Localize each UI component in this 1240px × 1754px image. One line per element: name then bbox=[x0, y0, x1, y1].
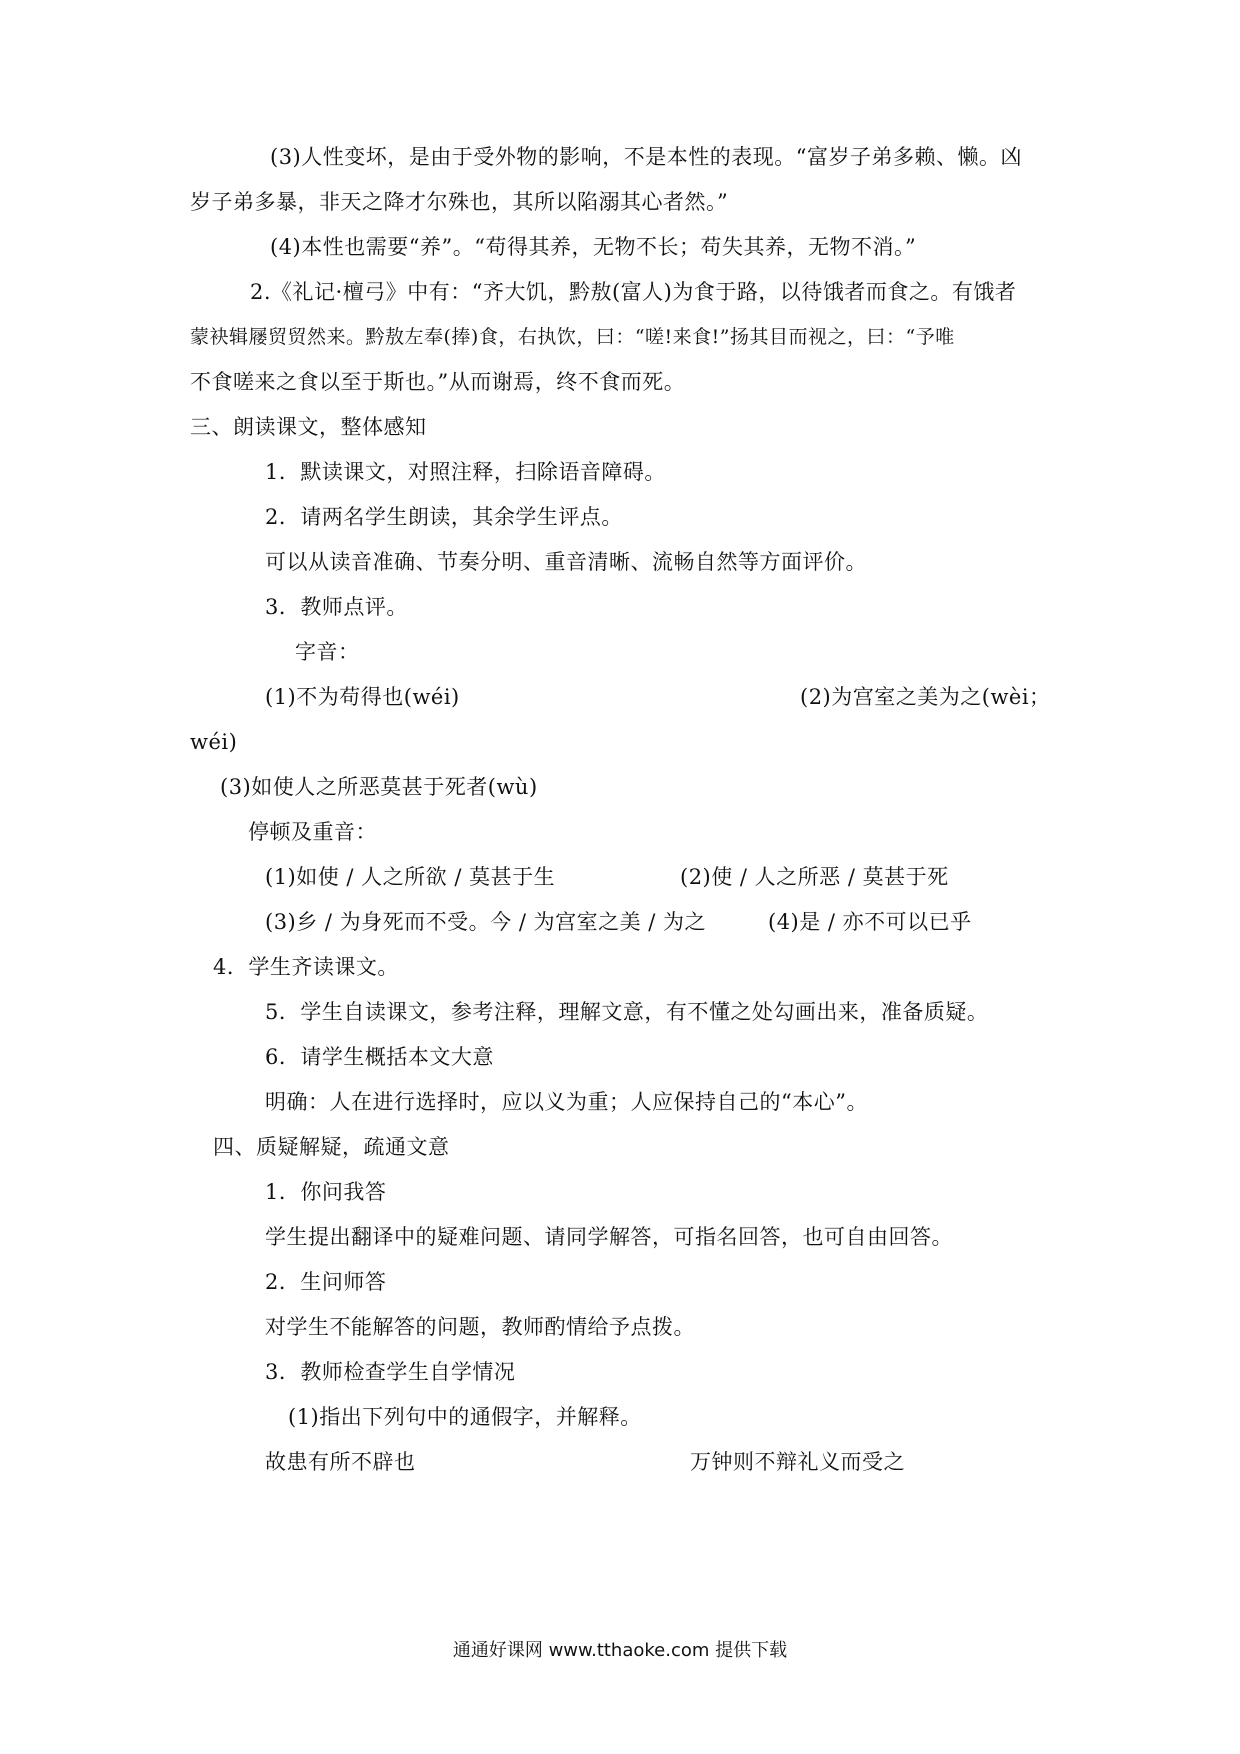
list-item: (1)如使 / 人之所欲 / 莫甚于生 bbox=[265, 865, 556, 889]
paragraph-line: (3)人性变坏，是由于受外物的影响，不是本性的表现。“富岁子弟多赖、懒。凶 bbox=[270, 145, 1022, 169]
list-item: 2．生问师答 bbox=[265, 1270, 387, 1294]
paragraph-line: 对学生不能解答的问题，教师酌情给予点拨。 bbox=[265, 1315, 695, 1339]
list-item: 6．请学生概括本文大意 bbox=[265, 1045, 494, 1069]
subheading: 字音： bbox=[295, 640, 360, 664]
list-item: (1)指出下列句中的通假字，并解释。 bbox=[288, 1405, 642, 1429]
list-item: (4)是 / 亦不可以已乎 bbox=[768, 910, 972, 934]
list-item: 1．默读课文，对照注释，扫除语音障碍。 bbox=[265, 460, 666, 484]
page-footer: 通通好课网 www.tthaoke.com 提供下载 bbox=[452, 1640, 788, 1661]
paragraph-line: (4)本性也需要“养”。“苟得其养，无物不长；苟失其养，无物不消。” bbox=[270, 235, 917, 259]
section-heading: 四、质疑解疑，疏通文意 bbox=[213, 1135, 450, 1159]
list-item: (2)使 / 人之所恶 / 莫甚于死 bbox=[680, 865, 949, 889]
paragraph-line: wéi) bbox=[190, 730, 238, 754]
paragraph-line: 蒙袂辑屦贸贸然来。黔敖左奉(捧)食，右执饮，曰：“嗟!来食!”扬其目而视之，曰：“予唯 bbox=[190, 326, 955, 348]
list-item: (1)不为苟得也(wéi) bbox=[265, 685, 460, 709]
list-item: 3．教师检查学生自学情况 bbox=[265, 1360, 516, 1384]
paragraph-line: 岁子弟多暴，非天之降才尔殊也，其所以陷溺其心者然。” bbox=[190, 190, 729, 214]
list-item: (2)为宫室之美为之(wèi； bbox=[800, 685, 1051, 709]
list-item: (3)如使人之所恶莫甚于死者(wù) bbox=[220, 775, 538, 799]
example-sentence: 故患有所不辟也 bbox=[265, 1450, 416, 1474]
list-item: 4．学生齐读课文。 bbox=[213, 955, 399, 979]
paragraph-line: 不食嗟来之食以至于斯也。”从而谢焉，终不食而死。 bbox=[190, 370, 686, 394]
section-heading: 三、朗读课文，整体感知 bbox=[190, 415, 427, 439]
paragraph-line: 学生提出翻译中的疑难问题、请同学解答，可指名回答，也可自由回答。 bbox=[265, 1225, 953, 1249]
list-item: 3．教师点评。 bbox=[265, 595, 408, 619]
list-item: 2．请两名学生朗读，其余学生评点。 bbox=[265, 505, 623, 529]
subheading: 停顿及重音： bbox=[248, 820, 377, 844]
list-item: (3)乡 / 为身死而不受。今 / 为宫室之美 / 为之 bbox=[265, 910, 707, 934]
list-item: 5．学生自读课文，参考注释，理解文意，有不懂之处勾画出来，准备质疑。 bbox=[265, 1000, 989, 1024]
paragraph-line: 2.《礼记·檀弓》中有：“齐大饥，黔敖(富人)为食于路，以待饿者而食之。有饿者 bbox=[250, 280, 1017, 304]
example-sentence: 万钟则不辩礼义而受之 bbox=[690, 1450, 905, 1474]
list-item: 1．你问我答 bbox=[265, 1180, 387, 1204]
paragraph-line: 可以从读音准确、节奏分明、重音清晰、流畅自然等方面评价。 bbox=[265, 550, 867, 574]
paragraph-line: 明确：人在进行选择时，应以义为重；人应保持自己的“本心”。 bbox=[265, 1090, 868, 1114]
